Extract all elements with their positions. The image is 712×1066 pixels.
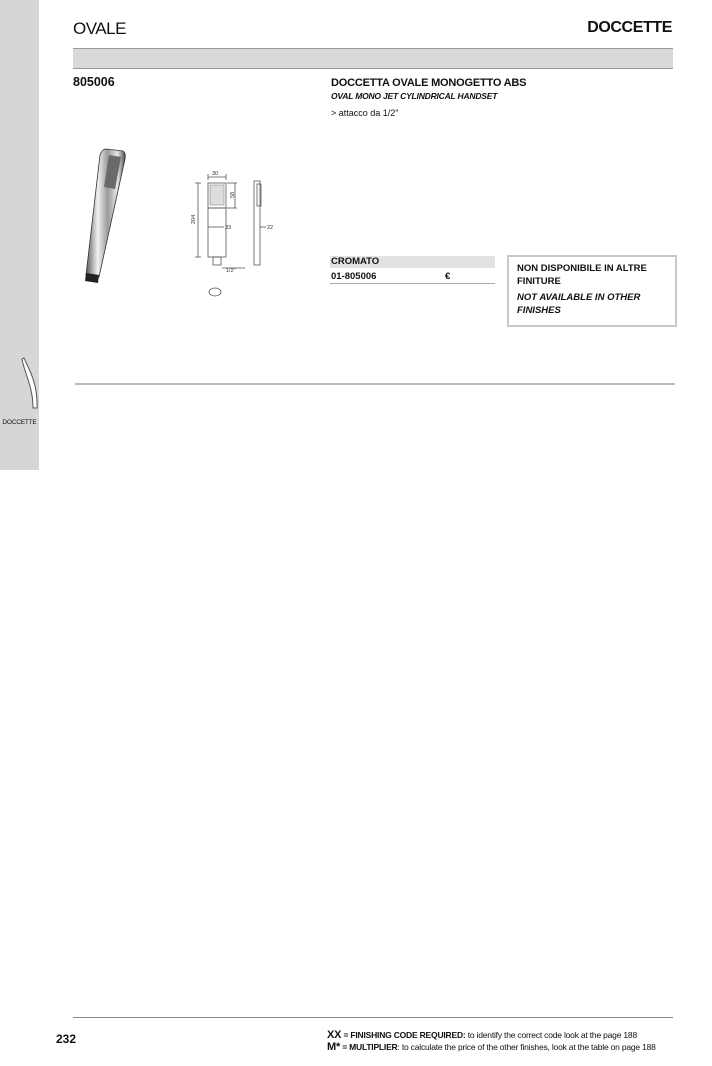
technical-drawing — [180, 168, 290, 303]
side-tab — [0, 0, 39, 470]
legend-m: M* = MULTIPLIER: to calculate the price of the other finishes, look at the table on page 188 — [327, 1041, 656, 1053]
shower-icon — [16, 356, 42, 411]
product-title-it: DOCCETTA OVALE MONOGETTO ABS — [331, 77, 527, 89]
product-title-en: OVAL MONO JET CYLINDRICAL HANDSET — [331, 91, 498, 101]
finish-divider — [330, 283, 495, 284]
category-title: DOCCETTE — [587, 19, 672, 36]
footer-legend — [327, 1029, 656, 1053]
product-code: 805006 — [73, 75, 115, 89]
availability-notice — [507, 255, 677, 327]
section-title: OVALE — [73, 19, 126, 38]
legend-xx: XX = FINISHING CODE REQUIRED: to identify the correct code look at the page 188 — [327, 1029, 637, 1041]
product-note: > attacco da 1/2" — [331, 108, 399, 118]
dim-width: 30 — [212, 171, 219, 177]
section-divider — [75, 383, 675, 385]
page-number: 232 — [56, 1032, 77, 1046]
finish-code: 01-805006 — [331, 271, 377, 282]
dim-body: 33 — [225, 225, 232, 231]
footer-divider — [73, 1017, 673, 1018]
notice-en: NOT AVAILABLE IN OTHER FINISHES — [517, 292, 641, 316]
finish-currency: € — [445, 271, 451, 282]
dim-length: 204 — [191, 214, 197, 224]
finish-header: CROMATO — [330, 256, 495, 268]
header-bar — [73, 48, 673, 69]
side-label: DOCCETTE — [2, 419, 37, 426]
dim-thread: 1/2" — [226, 268, 236, 274]
handset-image — [75, 145, 135, 290]
dim-depth: 22 — [267, 225, 274, 231]
dim-head: 58 — [230, 191, 236, 198]
notice-it: NON DISPONIBILE IN ALTRE FINITURE — [517, 263, 647, 287]
